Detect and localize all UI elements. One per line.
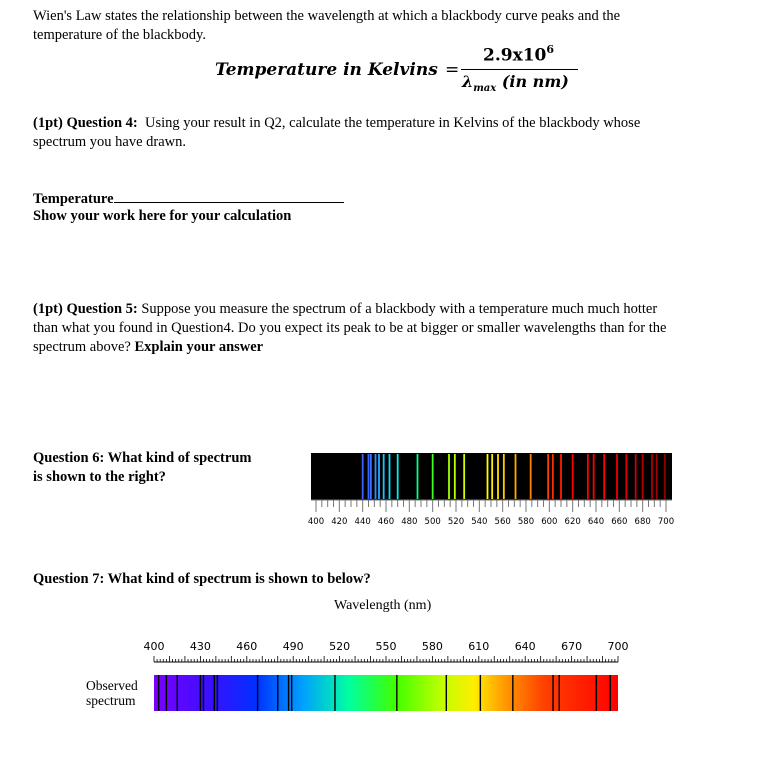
q5-text-2: than what you found in Question4. Do you expect its peak to be at bigger or smaller wavelengths than for the	[33, 320, 667, 336]
q4-line-1	[33, 114, 640, 133]
q7-absorption-line	[512, 675, 513, 711]
q6-emission-line	[625, 454, 627, 499]
q6-emission-line	[368, 454, 370, 499]
question-7	[33, 570, 371, 589]
denominator-units: (in nm)	[501, 72, 569, 91]
q4-label: Question 4:	[66, 115, 138, 131]
q6-tick-label: 680	[634, 517, 651, 527]
q5-points: (1pt)	[33, 301, 63, 317]
q6-tick-label: 480	[401, 517, 418, 527]
q6-emission-line	[370, 454, 372, 499]
work-label: Show your work here for your calculation	[33, 208, 292, 224]
q4-points: (1pt)	[33, 115, 63, 131]
q7-absorption-line	[559, 675, 560, 711]
q7-absorption-line	[200, 675, 201, 711]
q6-emission-line	[603, 454, 605, 499]
q6-emission-line	[656, 454, 658, 499]
intro-line-1: Wien's Law states the relationship between the wavelength at which a blackbody curve peaks and the	[33, 8, 621, 24]
temperature-line	[33, 188, 344, 209]
temperature-label: Temperature	[33, 191, 114, 207]
q7-tick-label: 670	[561, 640, 583, 653]
q6-tick-label: 540	[471, 517, 488, 527]
q7-absorption-line	[610, 675, 611, 711]
q7-axis-ticks	[154, 656, 618, 662]
q5-text-1: Suppose you measure the spectrum of a blackbody with a temperature much much hotter	[141, 301, 658, 317]
q6-emission-line	[635, 454, 637, 499]
q6-emission-line	[587, 454, 589, 499]
q6-emission-line	[552, 454, 554, 499]
q6-emission-line	[642, 454, 644, 499]
q7-tick-label: 700	[607, 640, 629, 653]
q6-emission-line	[397, 454, 399, 499]
q7-tick-label: 640	[514, 640, 536, 653]
q6-tick-label: 560	[494, 517, 511, 527]
q6-emission-line	[547, 454, 549, 499]
q6-line-2: is shown to the right?	[33, 469, 166, 485]
numerator-base: 2.9x10	[483, 45, 547, 66]
question-6	[33, 449, 251, 487]
q6-tick-label: 500	[424, 517, 441, 527]
q6-emission-line	[417, 454, 419, 499]
q7-absorption-spectrum	[130, 636, 640, 716]
q6-emission-line	[383, 454, 385, 499]
q6-emission-line	[664, 454, 666, 499]
fraction-bar	[461, 69, 578, 70]
q7-absorption-line	[480, 675, 481, 711]
q6-emission-line	[497, 454, 499, 499]
q7-absorption-line	[166, 675, 167, 711]
q6-tick-label: 420	[331, 517, 348, 527]
q7-spectrum-band	[154, 675, 618, 711]
equation-equals: =	[445, 60, 460, 80]
question-4	[33, 114, 640, 152]
q6-emission-line	[503, 454, 505, 499]
q7-row-label	[86, 678, 138, 708]
q5-text-3b: Explain your answer	[134, 339, 264, 355]
q6-emission-line	[463, 454, 465, 499]
q5-line-1	[33, 300, 666, 319]
q7-absorption-line	[277, 675, 278, 711]
q6-tick-label: 700	[657, 517, 675, 527]
q6-axis-ticks	[316, 500, 666, 512]
question-5	[33, 300, 666, 357]
q5-label: Question 5:	[66, 301, 138, 317]
q7-absorption-line	[552, 675, 553, 711]
q7-absorption-line	[214, 675, 215, 711]
equation-numerator	[483, 44, 554, 66]
q7-tick-label: 520	[329, 640, 351, 653]
q7-absorption-line	[158, 675, 159, 711]
q7-tick-label: 550	[375, 640, 397, 653]
q6-tick-label: 440	[354, 517, 371, 527]
q6-emission-line	[515, 454, 517, 499]
q6-emission-line	[491, 454, 493, 499]
q6-emission-line	[530, 454, 532, 499]
q7-absorption-line	[177, 675, 178, 711]
intro-line-2: temperature of the blackbody.	[33, 27, 206, 43]
q6-axis-labels	[308, 517, 674, 527]
q6-emission-line	[651, 454, 653, 499]
q7-absorption-line	[291, 675, 292, 711]
q6-emission-line	[375, 454, 377, 499]
q6-tick-label: 660	[611, 517, 628, 527]
q6-emission-line	[454, 454, 456, 499]
q7-absorption-line	[257, 675, 258, 711]
q6-tick-label: 640	[587, 517, 605, 527]
temperature-answer-blank[interactable]	[114, 188, 344, 203]
q7-tick-label: 460	[236, 640, 258, 653]
q4-text-2: spectrum you have drawn.	[33, 134, 187, 150]
q7-tick-label: 490	[282, 640, 304, 653]
q6-tick-label: 620	[564, 517, 581, 527]
q5-text-3a: spectrum above?	[33, 339, 131, 355]
q5-line-3	[33, 338, 666, 357]
q6-emission-line	[560, 454, 562, 499]
q7-tick-label: 580	[421, 640, 443, 653]
q7-absorption-line	[596, 675, 597, 711]
q6-emission-line	[593, 454, 595, 499]
q7-absorption-line	[446, 675, 447, 711]
q6-tick-label: 460	[377, 517, 395, 527]
q6-emission-line	[572, 454, 574, 499]
q6-line-1: Question 6: What kind of spectrum	[33, 450, 252, 466]
q6-emission-line	[389, 454, 391, 499]
lambda-subscript: max	[473, 83, 497, 95]
lambda-symbol: λ	[462, 72, 474, 91]
q7-absorption-line	[288, 675, 289, 711]
q6-emission-line	[616, 454, 618, 499]
q6-emission-line	[487, 454, 489, 499]
q7-axis-title: Wavelength (nm)	[334, 598, 432, 613]
q6-tick-label: 400	[307, 517, 325, 527]
q7-tick-label: 610	[468, 640, 490, 653]
q7-tick-label: 430	[189, 640, 211, 653]
q6-emission-line	[432, 454, 434, 499]
q7-tick-label: 400	[143, 640, 165, 653]
q7-absorption-line	[217, 675, 218, 711]
q6-tick-label: 580	[517, 517, 535, 527]
q7-absorption-line	[203, 675, 204, 711]
q6-emission-line	[378, 454, 380, 499]
q4-text-1: Using your result in Q2, calculate the temperature in Kelvins of the blackbody whose	[144, 115, 641, 131]
equation-lhs: Temperature in Kelvins	[215, 60, 438, 80]
q7-axis-labels	[144, 640, 629, 653]
q7-row-label-2: spectrum	[86, 693, 136, 708]
q6-emission-line	[448, 454, 450, 499]
q6-tick-label: 600	[541, 517, 558, 527]
q6-tick-label: 520	[447, 517, 465, 527]
q7-absorption-line	[334, 675, 335, 711]
q7-absorption-line	[396, 675, 397, 711]
numerator-exponent: 6	[546, 43, 555, 56]
intro-paragraph	[33, 7, 620, 45]
q7-text: What kind of spectrum is shown to below?	[107, 571, 371, 587]
q6-emission-spectrum	[300, 450, 685, 530]
q7-label: Question 7:	[33, 571, 105, 587]
q6-emission-line	[362, 454, 364, 499]
equation-denominator	[462, 72, 569, 94]
q7-row-label-1: Observed	[86, 678, 138, 693]
